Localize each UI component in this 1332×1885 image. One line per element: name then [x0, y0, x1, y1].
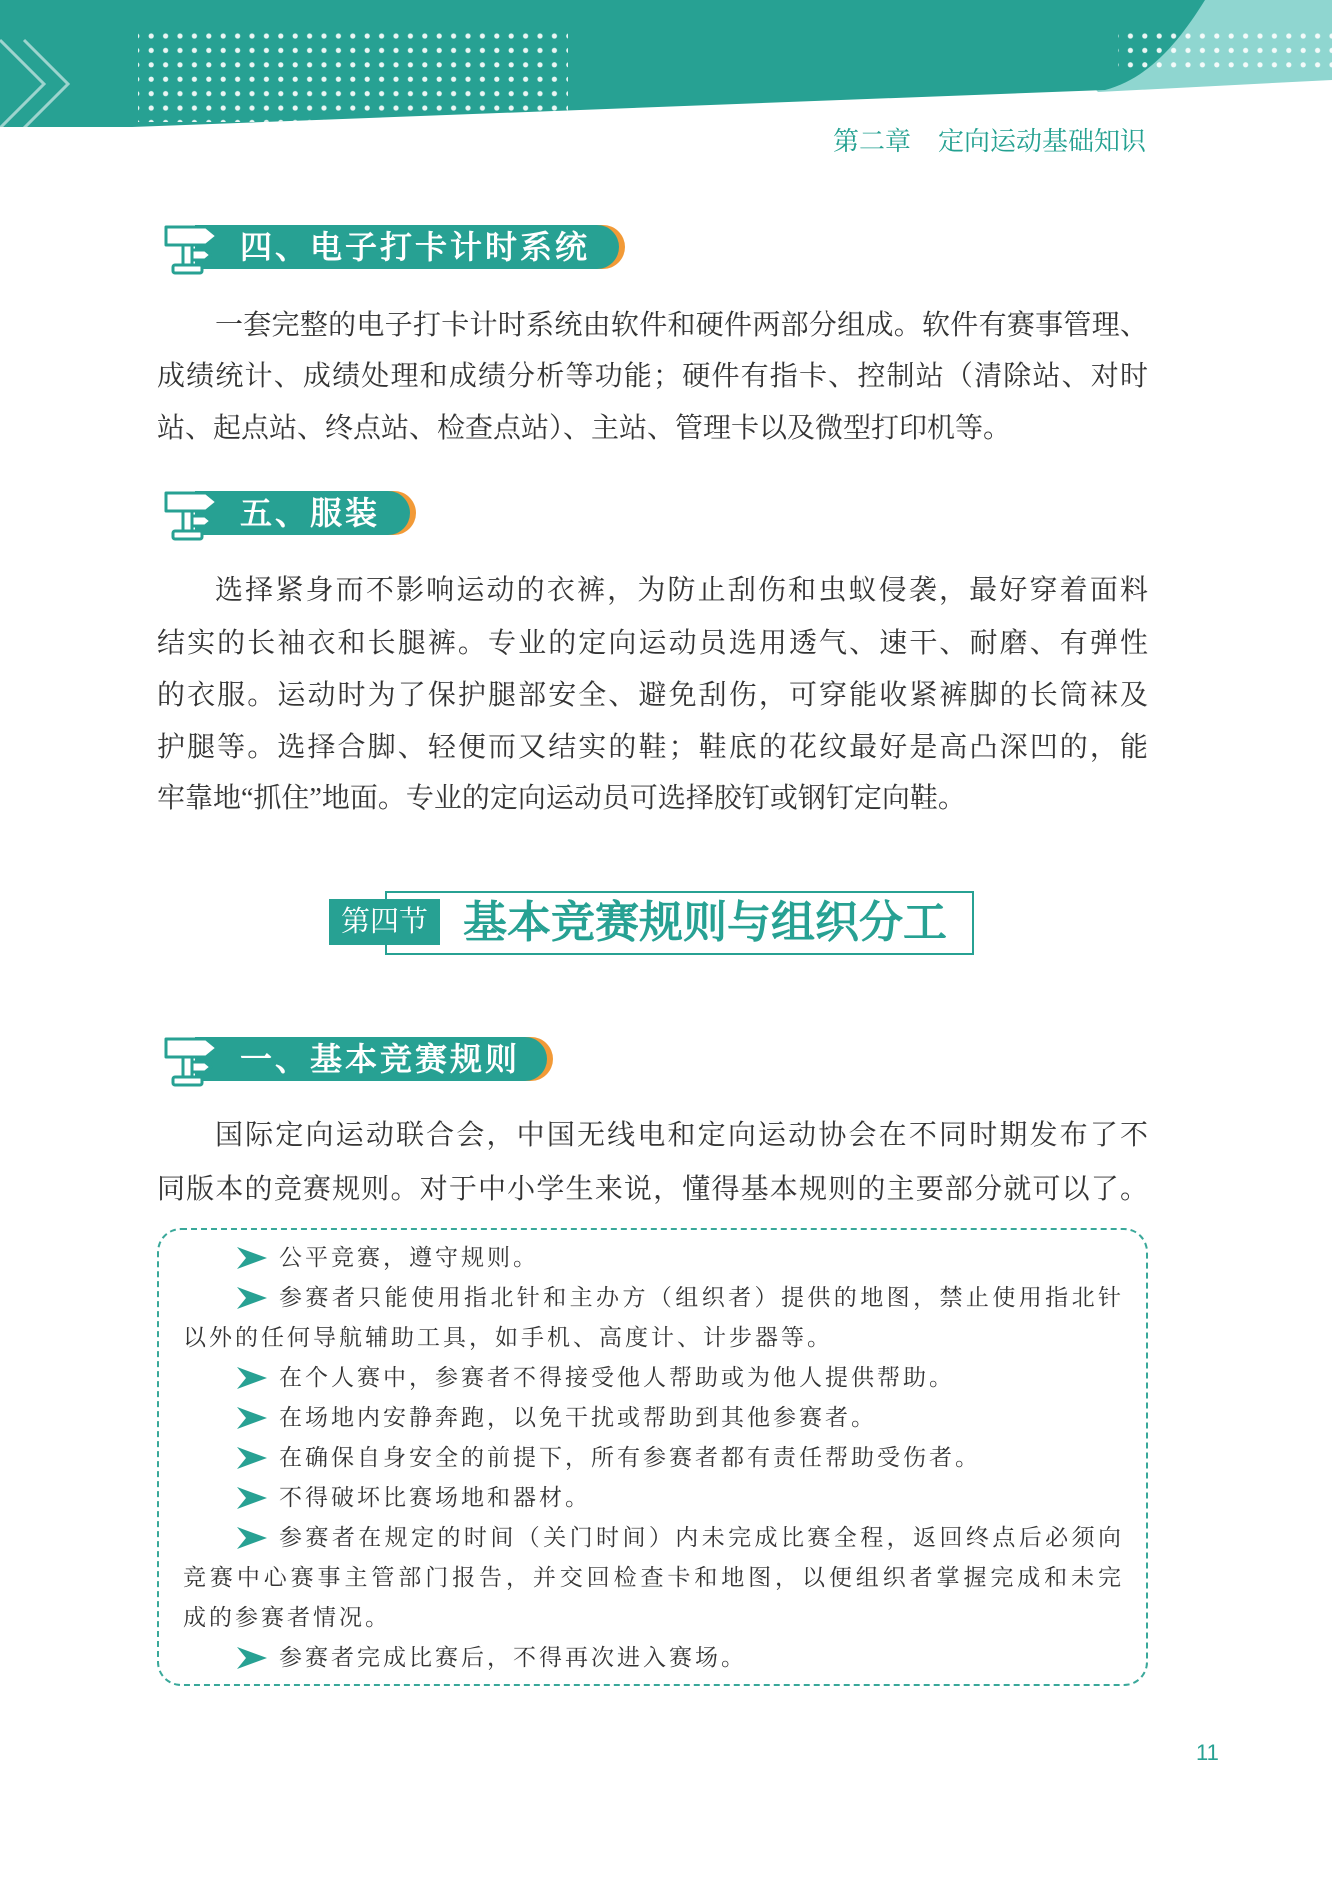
paragraph-line: 牢靠地“抓住”地面。专业的定向运动员可选择胶钉或钢钉定向鞋。 — [157, 783, 966, 814]
rule-line: 以外的任何导航辅助工具，如手机、高度计、计步器等。 — [183, 1325, 833, 1350]
rule-line: 在场地内安静奔跑，以免干扰或帮助到其他参赛者。 — [279, 1405, 877, 1430]
section-heading-clothing — [162, 486, 642, 540]
page-number: 11 — [1196, 1740, 1219, 1765]
paragraph-line: 站、起点站、终点站、检查点站）、主站、管理卡以及微型打印机等。 — [157, 413, 1012, 444]
paragraph-line: 一套完整的电子打卡计时系统由软件和硬件两部分组成。软件有赛事管理、 — [215, 310, 1148, 341]
banner-dots-left — [138, 30, 568, 122]
paragraph-line: 结实的长袖衣和长腿裤。专业的定向运动员选用透气、速干、耐磨、有弹性 — [157, 628, 1148, 659]
paragraph-line: 成绩统计、成绩处理和成绩分析等功能；硬件有指卡、控制站（清除站、对时 — [157, 361, 1148, 392]
paragraph-line: 国际定向运动联合会，中国无线电和定向运动协会在不同时期发布了不 — [215, 1120, 1148, 1151]
heading-text: 四、电子打卡计时系统 — [240, 229, 591, 265]
rule-line: 参赛者完成比赛后，不得再次进入赛场。 — [279, 1645, 747, 1670]
heading-text: 五、服装 — [240, 495, 381, 531]
heading-text: 一、基本竞赛规则 — [240, 1041, 521, 1077]
banner-dots-right — [1118, 30, 1332, 76]
rule-line: 竞赛中心赛事主管部门报告，并交回检查卡和地图，以便组织者掌握完成和未完 — [183, 1565, 1124, 1590]
banner-graphic — [0, 0, 1332, 135]
part-label: 第四节 — [329, 899, 440, 945]
section-heading-electronic-timing — [162, 220, 642, 274]
rule-line: 成的参赛者情况。 — [183, 1605, 391, 1630]
signpost-icon — [162, 1032, 226, 1088]
chapter-title: 定向运动基础知识 — [938, 126, 1147, 156]
part-title: 基本竞赛规则与组织分工 — [463, 898, 947, 947]
rule-line: 不得破坏比赛场地和器材。 — [279, 1485, 591, 1510]
heading-pill — [195, 225, 619, 269]
rule-line: 参赛者只能使用指北针和主办方（组织者）提供的地图，禁止使用指北针 — [279, 1285, 1124, 1310]
top-banner — [0, 0, 1332, 135]
heading-pill — [195, 491, 410, 535]
paragraph-line: 护腿等。选择合脚、轻便而又结实的鞋；鞋底的花纹最好是高凸深凹的，能 — [157, 732, 1148, 763]
rule-line: 参赛者在规定的时间（关门时间）内未完成比赛全程，返回终点后必须向 — [279, 1525, 1124, 1550]
paragraph-line: 的衣服。运动时为了保护腿部安全、避免刮伤，可穿能收紧裤脚的长筒袜及 — [157, 680, 1148, 711]
chapter-label: 第二章 — [833, 126, 912, 156]
paragraph-line: 同版本的竞赛规则。对于中小学生来说，懂得基本规则的主要部分就可以了。 — [157, 1174, 1148, 1205]
rule-line: 在个人赛中，参赛者不得接受他人帮助或为他人提供帮助。 — [279, 1365, 955, 1390]
signpost-icon — [162, 220, 226, 276]
rule-line: 在确保自身安全的前提下，所有参赛者都有责任帮助受伤者。 — [279, 1445, 981, 1470]
paragraph-line: 选择紧身而不影响运动的衣裤，为防止刮伤和虫蚁侵袭，最好穿着面料 — [215, 575, 1148, 606]
signpost-icon — [162, 486, 226, 542]
heading-pill — [195, 1037, 547, 1081]
section-heading-basic-rules — [162, 1032, 642, 1086]
rule-line: 公平竞赛，遵守规则。 — [279, 1245, 539, 1270]
